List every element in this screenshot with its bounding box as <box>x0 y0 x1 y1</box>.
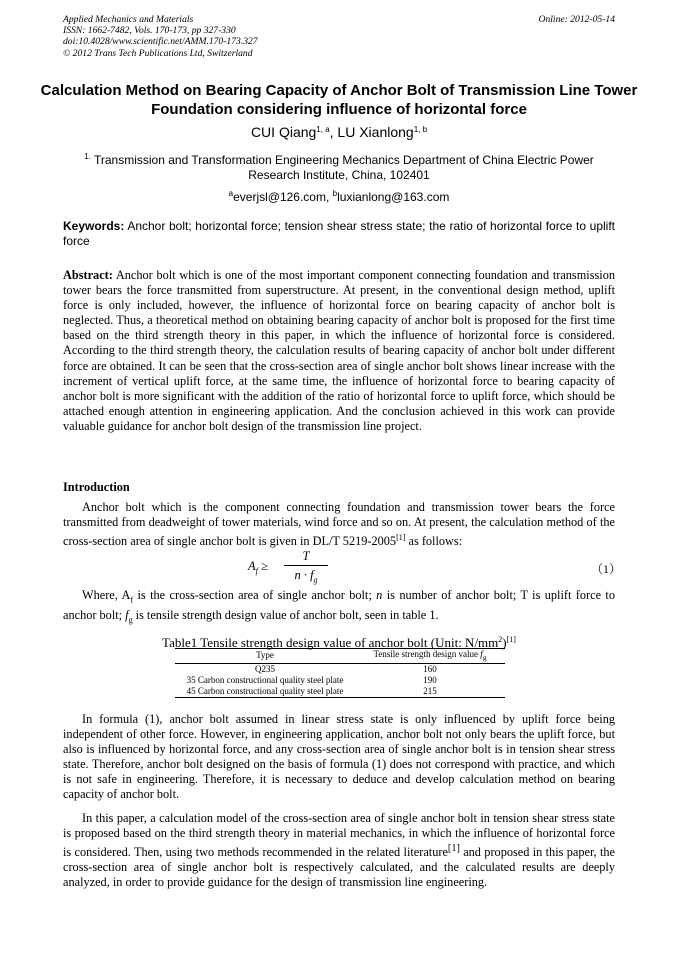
email-sup: a <box>228 189 234 198</box>
citation-ref[interactable]: [1] <box>506 635 516 644</box>
keywords-text: Anchor bolt; horizontal force; tension shear stress state; the ratio of horizontal force to uplift force <box>63 219 615 248</box>
header-subscript: g <box>482 652 487 662</box>
citation-ref[interactable]: [1] <box>396 533 406 543</box>
author-separator: , <box>329 124 338 140</box>
intro-paragraph <box>63 588 615 627</box>
email-separator: , <box>325 190 333 204</box>
paragraph-text: Anchor bolt which is the component connecting foundation and transmission tower bears the force transmitted from deadweight of tower materials, wind force and so on. At present, the calculation method of the cross-section area of single anchor bolt is given in DL/T 5219-2005 <box>63 500 615 549</box>
equation-subscript: f <box>255 566 258 576</box>
symbol-subscript: g <box>128 615 133 624</box>
keywords <box>63 219 615 249</box>
paragraph-text: is tensile strength design value of anchor bolt, seen in table 1. <box>132 607 439 622</box>
issn-line: ISSN: 1662-7482, Vols. 170-173, pp 327-330 <box>63 25 236 37</box>
table-cell-type: 45 Carbon constructional quality steel plate <box>186 685 344 696</box>
caption-sup: 2 <box>498 635 503 644</box>
paper-title: Calculation Method on Bearing Capacity of Anchor Bolt of Transmission Line Tower Foundation considering influence of horizontal force <box>40 82 638 118</box>
affiliation-text: Transmission and Transformation Engineering Mechanics Department of China Electric Power Research Institute, China, 102401 <box>90 153 594 182</box>
abstract-label: Abstract: <box>63 268 113 282</box>
symbol-subscript: f <box>130 595 134 605</box>
equation-denominator <box>282 567 330 589</box>
paragraph-text: is the cross-section area of single anchor bolt; <box>133 588 377 602</box>
symbol: f <box>125 607 129 622</box>
author-line <box>40 121 638 141</box>
copyright-line: © 2012 Trans Tech Publications Ltd, Switzerland <box>63 47 253 59</box>
strength-table <box>175 648 505 698</box>
equation-number: （1） <box>591 562 622 576</box>
author-name: LU Xianlong <box>337 124 414 140</box>
equation-lhs <box>248 559 268 576</box>
affiliation <box>63 149 615 183</box>
table-row <box>175 686 505 698</box>
column-header: Type <box>256 650 274 661</box>
symbol: n <box>376 588 383 602</box>
doi-line: doi:10.4028/www.scientific.net/AMM.170-173.327 <box>63 36 258 48</box>
keywords-label: Keywords: <box>63 219 125 233</box>
column-header <box>355 649 505 664</box>
author-emails <box>63 186 615 205</box>
fraction-bar <box>284 565 328 566</box>
affiliation-sup: 1. <box>84 152 91 161</box>
paragraph-text: as follows: <box>405 534 463 549</box>
table-cell-type: Q235 <box>255 663 275 674</box>
table-cell-value: 190 <box>423 674 437 685</box>
section-heading: Introduction <box>63 480 130 494</box>
intro-paragraph <box>63 811 615 891</box>
paragraph-text: and proposed in this paper, the cross-section area of single anchor bolt is respectively calculated, and the calculated results are deeply analyzed, in order to provide guidance for the design of transmission line engineering. <box>63 845 615 890</box>
table-cell-type: 35 Carbon constructional quality steel plate <box>186 674 344 685</box>
equation-1 <box>248 548 368 588</box>
abstract-text: Anchor bolt which is one of the most important component connecting foundation and transmission tower bears the force transmitted from superstructure. At present, in the conventional design method, uplift force is only included, however, the influence of horizontal force on bearing capacity of anchor bolt is neglected. Thus, a theoretical method on obtaining bearing capacity of anchor bolt is proposed for the first time based on the third strength theory in this paper, in which the influence of horizontal force is considered. According to the third strength theory, the calculation results of bearing capacity of anchor bolt under different force are obtained. It can be seen that the cross-section area of single anchor bolt shows linear increase with the increment of vertical uplift force, at the same time, the influence of horizontal force to bearing capacity of anchor bolt is more significant with the addition of the ratio of horizontal force to uplift force, which should be attached enough attention in engineering application. And the conclusion achieved in this work can provide valuable guidance for anchor bolt design of the transmission line project. <box>63 268 615 433</box>
journal-name: Applied Mechanics and Materials <box>63 14 194 25</box>
citation-ref[interactable]: [1] <box>447 843 460 855</box>
header-symbol: f <box>480 649 483 659</box>
equation-symbol: n · f <box>294 568 314 582</box>
table-row <box>175 675 505 686</box>
author-affil-sup: 1, b <box>413 125 428 134</box>
table-row <box>175 663 505 675</box>
paragraph-text: Where, A <box>82 588 131 602</box>
paragraph-text: is number of anchor bolt; T is uplift force to anchor bolt; <box>63 588 615 622</box>
table-cell-value: 160 <box>423 663 437 674</box>
table-cell-value: 215 <box>423 685 437 696</box>
journal-header <box>63 14 615 59</box>
abstract <box>63 268 615 434</box>
intro-paragraph <box>63 500 615 549</box>
author-name: CUI Qiang <box>250 124 317 140</box>
equation-symbol: A <box>248 559 256 573</box>
author-affil-sup: 1, a <box>316 125 330 134</box>
intro-paragraph: In formula (1), anchor bolt assumed in linear stress state is only influenced by uplift force being independent of other force. However, in engineering application, anchor bolt not only bears the uplift force, but also is influenced by horizontal force, and any cross-section area of single anchor bolt is in tension shear stress state. Therefore, anchor bolt designed on the basis of formula (1) does not correspond with practice, and which is not safe in engineering. Therefore, it is necessary to deduce and develop calculation method on bearing capacity of anchor bolt. <box>63 712 615 802</box>
email-link[interactable]: luxianlong@163.com <box>337 190 450 204</box>
equation-fraction <box>282 548 330 589</box>
email-sup: b <box>332 189 338 198</box>
equation-numerator: T <box>302 549 310 563</box>
email-link[interactable]: everjsl@126.com <box>233 190 326 204</box>
online-date: Online: 2012-05-14 <box>538 14 615 25</box>
caption-text: ) <box>502 635 507 650</box>
header-text: Tensile strength design value <box>373 649 481 659</box>
paragraph-text: In this paper, a calculation model of the cross-section area of single anchor bolt in tension shear stress state is proposed based on the third strength theory in material mechanics, in which the influence of horizontal force is considered. Then, using two methods recommended in the related literature <box>63 811 615 860</box>
caption-text: Table1 Tensile strength design value of anchor bolt (Unit: N/mm <box>162 635 499 650</box>
equation-relation: ≥ <box>257 559 268 573</box>
equation-subscript: g <box>313 575 318 585</box>
table-header-row <box>175 649 505 664</box>
